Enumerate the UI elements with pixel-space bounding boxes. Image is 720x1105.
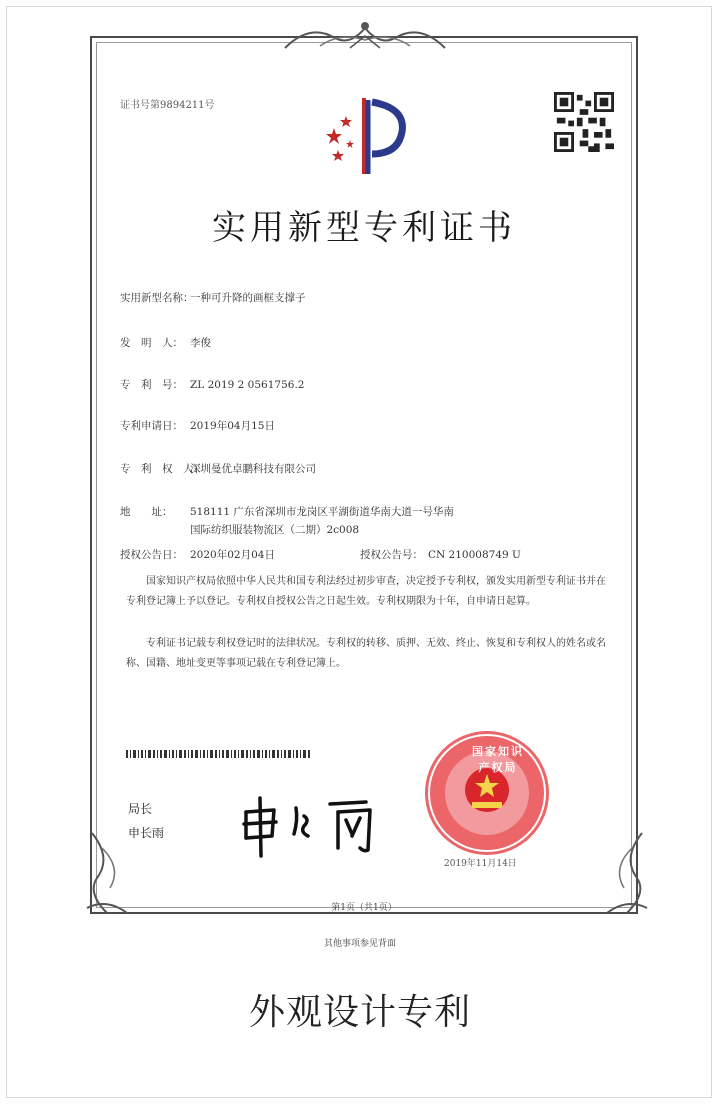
- certificate-title: 实用新型专利证书: [212, 208, 516, 248]
- inventor-row: [120, 335, 211, 350]
- patentee-value: 深圳曼优卓鹏科技有限公司: [190, 463, 316, 475]
- address-line-2: 国际纺织服装物流区（二期）2c008: [190, 524, 360, 536]
- grant-number-value: CN 210008749 U: [428, 549, 521, 561]
- patent-number-label: 专 利 号：: [120, 379, 183, 391]
- page-number: 第1页（共1页）: [331, 903, 397, 913]
- address-label: 地 址：: [120, 506, 173, 518]
- certificate-number: 证书号第9894211号: [120, 100, 215, 111]
- legal-status-paragraph: 专利证书记载专利权登记时的法律状况。专利权的转移、质押、无效、终止、恢复和专利权人的姓名或名称、国籍、地址变更等事项记载在专利登记簿上。: [126, 638, 606, 669]
- utility-model-name-row: [120, 290, 306, 305]
- name-label: 实用新型名称：: [120, 292, 194, 304]
- grant-number-row: [360, 547, 521, 562]
- seal-date: 2019年11月14日: [444, 859, 517, 869]
- patentee-label: 专 利 权 人：: [120, 463, 204, 475]
- top-ornament-icon: [280, 18, 450, 54]
- filing-date-row: [120, 418, 275, 433]
- grant-date-label: 授权公告日：: [120, 549, 183, 561]
- grant-date-row: [120, 547, 275, 562]
- address-row: [120, 504, 454, 519]
- inventor-label: 发 明 人：: [120, 337, 183, 349]
- name-value: 一种可升降的画框支撑子: [190, 292, 306, 304]
- cnipa-logo-icon: [322, 88, 412, 178]
- patent-number-value: ZL 2019 2 0561756.2: [190, 379, 305, 391]
- inventor-value: 李俊: [190, 337, 211, 349]
- patent-type-caption: 外观设计专利: [248, 992, 471, 1033]
- seal-text: 国家知识产权局: [472, 745, 524, 774]
- patentee-row: [120, 461, 316, 476]
- patent-number-row: [120, 377, 304, 392]
- director-name: 申长雨: [128, 826, 165, 840]
- patent-certificate: [90, 36, 638, 914]
- filing-date-label: 专利申请日：: [120, 420, 183, 432]
- grant-number-label: 授权公告号：: [360, 549, 423, 561]
- grant-date-value: 2020年02月04日: [190, 549, 275, 561]
- barcode-icon: [126, 750, 311, 758]
- footer-note: 其他事项参见背面: [323, 939, 396, 949]
- grant-paragraph: 国家知识产权局依照中华人民共和国专利法经过初步审查，决定授予专利权，颁发实用新型专利证书并在专利登记簿上予以登记。专利权自授权公告之日起生效。专利权期限为十年，自申请日起算。: [126, 576, 606, 607]
- director-title: 局长: [128, 802, 153, 816]
- handwritten-signature: [234, 790, 394, 860]
- address-line-1: 518111 广东省深圳市龙岗区平湖街道华南大道一号华南: [190, 506, 454, 518]
- qr-code-icon: [554, 92, 614, 152]
- filing-date-value: 2019年04月15日: [190, 420, 275, 432]
